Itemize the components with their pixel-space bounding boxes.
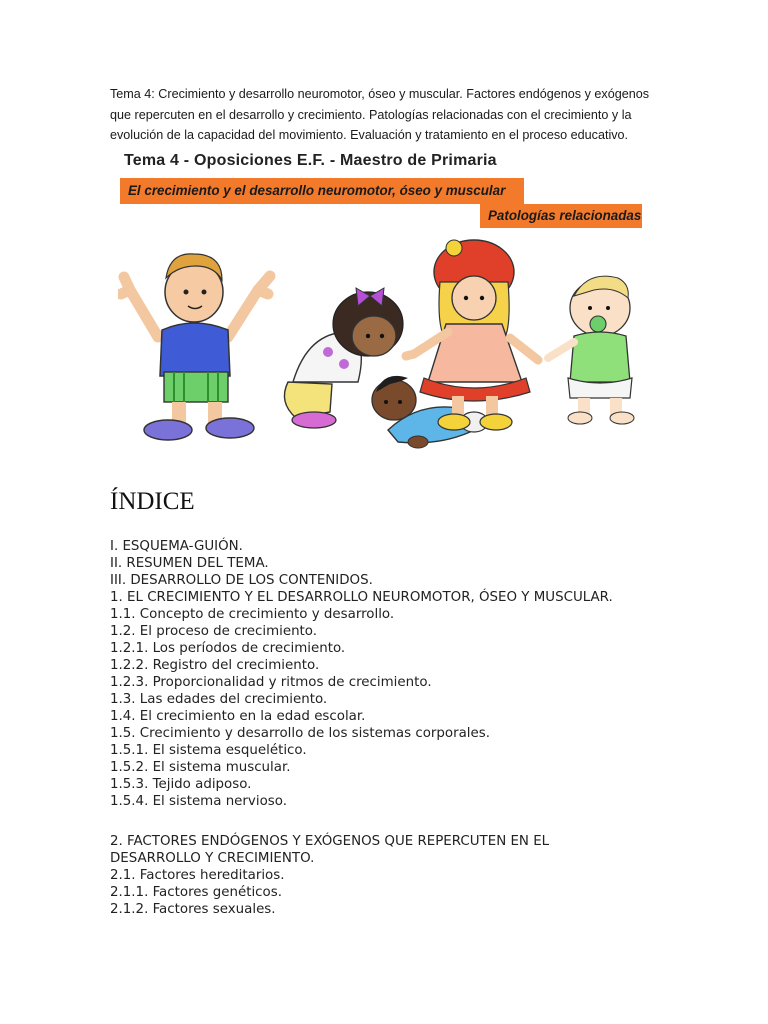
toc-section-1 — [110, 538, 630, 810]
toc-entry: 1.2.1. Los períodos de crecimiento. — [110, 641, 346, 656]
banner-subtitle: El crecimiento y el desarrollo neuromotor, óseo y muscular — [120, 178, 524, 204]
toc-entry: 2.1.1. Factores genéticos. — [110, 885, 282, 900]
toc-section-2 — [110, 833, 630, 918]
table-of-contents — [110, 538, 630, 918]
banner-title: Tema 4 - Oposiciones E.F. - Maestro de Primaria — [124, 152, 497, 169]
topic-banner — [118, 150, 658, 230]
toc-entry: 1.5.4. El sistema nervioso. — [110, 794, 287, 809]
toc-entry: 1. EL CRECIMIENTO Y EL DESARROLLO NEUROMOTOR, ÓSEO Y MUSCULAR. — [110, 590, 613, 605]
toc-entry: 1.5.3. Tejido adiposo. — [110, 777, 252, 792]
toc-entry: 1.2.3. Proporcionalidad y ritmos de crecimiento. — [110, 675, 432, 690]
children-illustration — [118, 232, 658, 454]
intro-paragraph: Tema 4: Crecimiento y desarrollo neuromotor, óseo y muscular. Factores endógenos y exógenos que repercuten en el desarrollo y crecimiento. Patologías relacionadas con el crecimiento y la evolución de la capacidad del movimiento. Evaluación y tratamiento en el proceso educativo. — [110, 87, 650, 142]
toc-entry: 1.2. El proceso de crecimiento. — [110, 624, 318, 639]
toc-entry: 2. FACTORES ENDÓGENOS Y EXÓGENOS QUE REPERCUTEN EN EL DESARROLLO Y CRECIMIENTO. — [110, 834, 550, 866]
banner-tag: Patologías relacionadas — [480, 204, 642, 228]
toc-entry: III. DESARROLLO DE LOS CONTENIDOS. — [110, 573, 373, 588]
toc-entry: 1.1. Concepto de crecimiento y desarrollo. — [110, 607, 395, 622]
boy-arms-up-figure — [121, 254, 270, 440]
girl-red-hat-figure — [406, 240, 538, 430]
toc-entry: 1.5.2. El sistema muscular. — [110, 760, 291, 775]
toc-entry: 1.4. El crecimiento en la edad escolar. — [110, 709, 366, 724]
toc-entry: II. RESUMEN DEL TEMA. — [110, 556, 269, 571]
toc-entry: 1.3. Las edades del crecimiento. — [110, 692, 328, 707]
index-heading: ÍNDICE — [110, 488, 195, 515]
toc-entry: 1.5. Crecimiento y desarrollo de los sistemas corporales. — [110, 726, 490, 741]
toc-entry: 2.1. Factores hereditarios. — [110, 868, 285, 883]
toc-entry: 1.5.1. El sistema esquelético. — [110, 743, 307, 758]
toc-entry: 2.1.2. Factores sexuales. — [110, 902, 276, 917]
toc-entry: I. ESQUEMA-GUIÓN. — [110, 539, 243, 554]
toc-entry: 1.2.2. Registro del crecimiento. — [110, 658, 320, 673]
toddler-pacifier-figure — [548, 276, 634, 424]
